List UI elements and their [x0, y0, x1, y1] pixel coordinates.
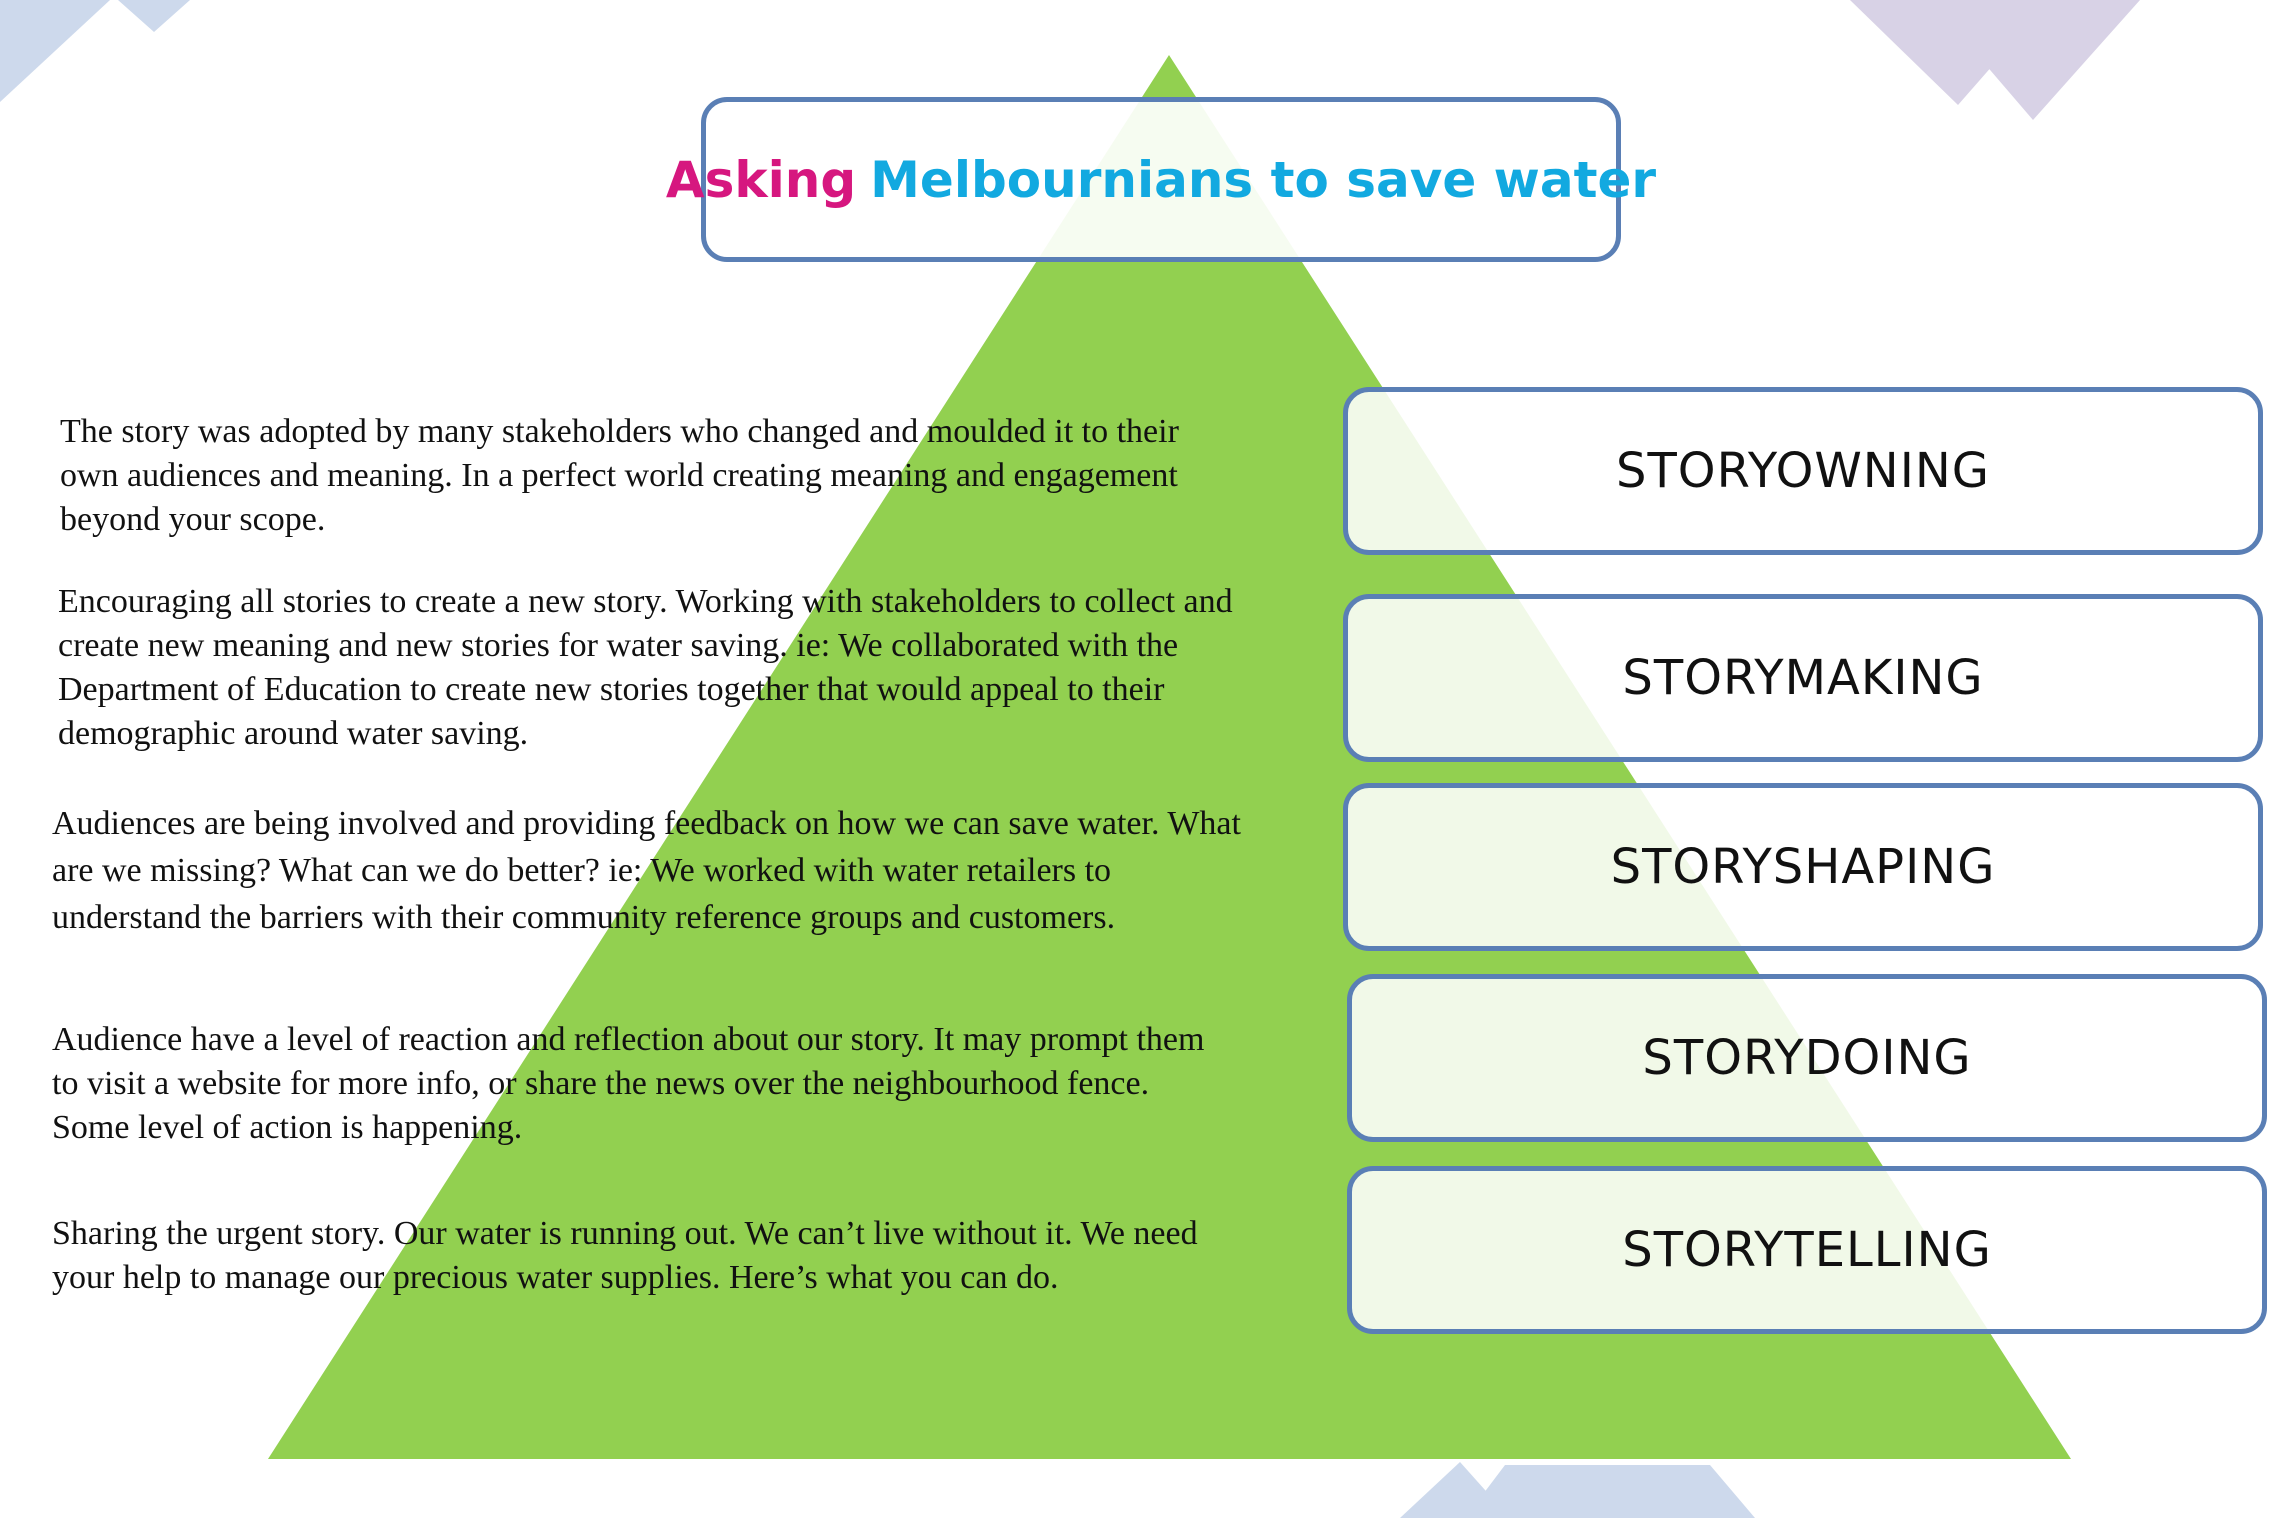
deco-triangle-top-left-small	[118, 0, 190, 32]
deco-triangle-top-left	[0, 0, 110, 102]
stage-box-storyshaping: STORYSHAPING	[1343, 783, 2263, 951]
title-word-asking: Asking	[665, 150, 857, 209]
stage-box-storyowning: STORYOWNING	[1343, 387, 2263, 555]
description-storyowning: The story was adopted by many stakeholders who changed and moulded it to their own audiences and meaning. In a perfect world creating meaning and engagement beyond your scope.	[60, 413, 1179, 538]
description-storydoing: Audience have a level of reaction and reflection about our story. It may prompt them to visit a website for more info, or share the news over the neighbourhood fence. Some level of action is happening.	[52, 1021, 1205, 1146]
title-box	[665, 97, 1657, 262]
title-rest: Melbournians to save water	[870, 150, 1657, 209]
description-storymaking: Encouraging all stories to create a new story. Working with stakeholders to collect and create new meaning and new stories for water saving. ie: We collaborated with the Department of Education to create new stories together that would appeal to their demographic around water saving.	[58, 583, 1233, 752]
stage-box-storydoing: STORYDOING	[1347, 974, 2267, 1142]
description-storytelling: Sharing the urgent story. Our water is running out. We can’t live without it. We need your help to manage our precious water supplies. Here’s what you can do.	[52, 1215, 1198, 1296]
stage-box-storymaking: STORYMAKING	[1343, 594, 2263, 762]
stage-box-storytelling: STORYTELLING	[1347, 1166, 2267, 1334]
deco-trapezoid-bottom-2	[1465, 1465, 1755, 1518]
description-storyshaping: Audiences are being involved and providing feedback on how we can save water. What are we missing? What can we do better? ie: We worked with water retailers to understand the barriers with their community reference groups and customers.	[52, 805, 1241, 936]
